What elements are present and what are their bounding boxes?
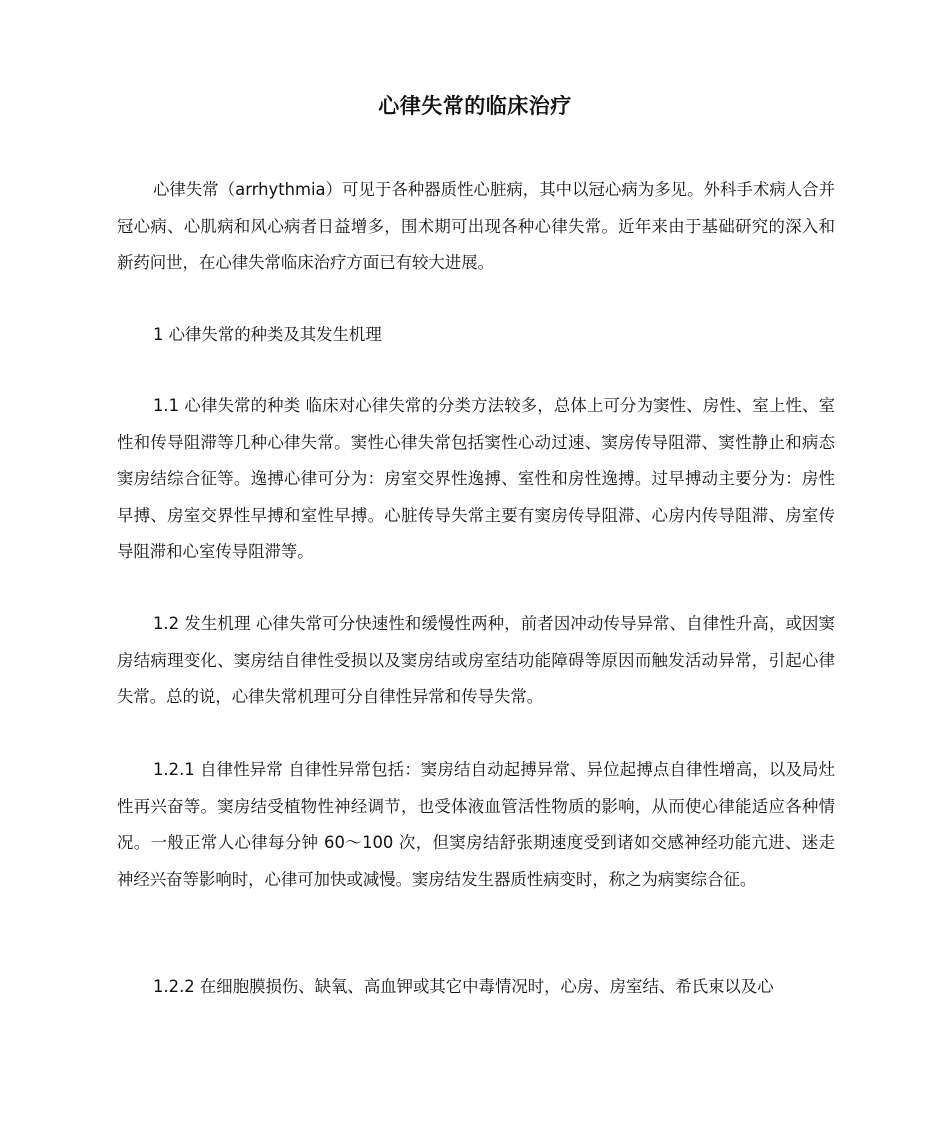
document-title: 心律失常的临床治疗	[378, 94, 572, 118]
paragraph-1-2-2: 1.2.2 在细胞膜损伤、缺氧、高血钾或其它中毒情况时，心房、房室结、希氏束以及心	[153, 977, 774, 996]
paragraph-1-2: 1.2 发生机理 心律失常可分快速性和缓慢性两种，前者因冲动传导异常、自律性升高，或因窦房结病理变化、窦房结自律性受损以及窦房结或房室结功能障碍等原因而触发活动异常，引起心律失常。总的说，心律失常机理可分自律性异常和传导失常。	[117, 614, 835, 706]
paragraph-1-1: 1.1 心律失常的种类 临床对心律失常的分类方法较多，总体上可分为窦性、房性、室上性、室性和传导阻滞等几种心律失常。窦性心律失常包括窦性心动过速、窦房传导阻滞、窦性静止和病态窦房结综合征等。逸搏心律可分为：房室交界性逸搏、室性和房性逸搏。过早搏动主要分为：房性早搏、房室交界性早搏和室性早搏。心脏传导失常主要有窦房传导阻滞、心房内传导阻滞、房室传导阻滞和心室传导阻滞等。	[117, 396, 835, 561]
paragraph-intro: 心律失常（arrhythmia）可见于各种器质性心脏病，其中以冠心病为多见。外科手术病人合并冠心病、心肌病和风心病者日益增多，围术期可出现各种心律失常。近年来由于基础研究的深入和新药问世，在心律失常临床治疗方面已有较大进展。	[117, 180, 835, 272]
paragraph-1-2-1: 1.2.1 自律性异常 自律性异常包括：窦房结自动起搏异常、异位起搏点自律性增高，以及局灶性再兴奋等。窦房结受植物性神经调节，也受体液血管活性物质的影响，从而使心律能适应各种情况。一般正常人心律每分钟 60～100 次，但窦房结舒张期速度受到诸如交感神经功能亢进、迷走神经兴奋等影响时，心律可加快或减慢。窦房结发生器质性病变时，称之为病窦综合征。	[117, 760, 835, 889]
section-heading-1: 1 心律失常的种类及其发生机理	[153, 325, 382, 344]
